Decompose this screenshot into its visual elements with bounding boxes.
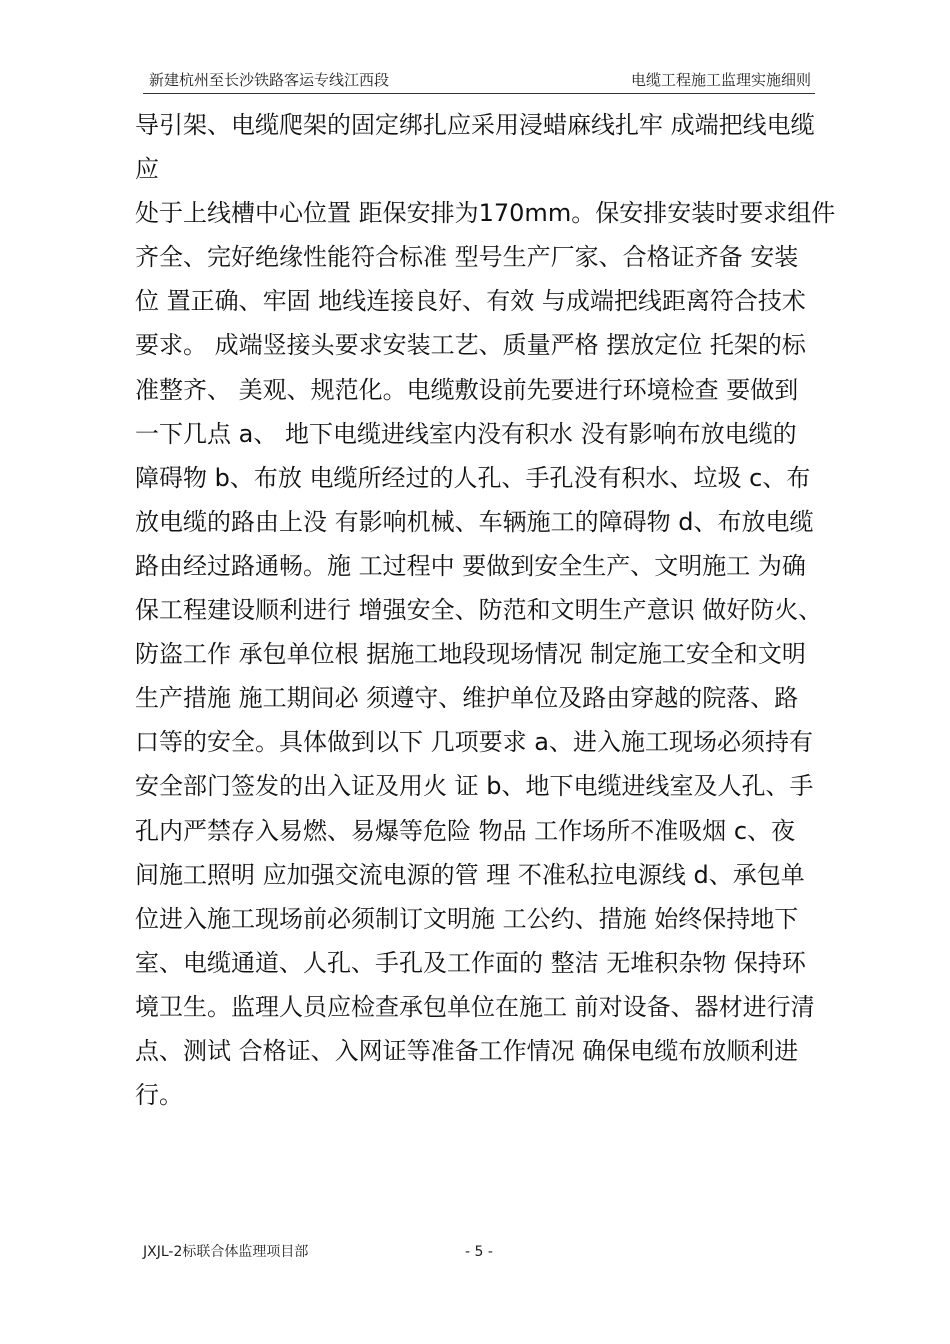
body-line: 口等的安全。具体做到以下 几项要求 a、进入施工现场必须持有 (135, 728, 813, 757)
body-line: 生产措施 施工期间必 须遵守、维护单位及路由穿越的院落、路 (135, 684, 799, 713)
body-line: 导引架、电缆爬架的固定绑扎应采用浸蜡麻线扎牢 成端把线电缆 (135, 111, 815, 139)
body-line: 室、电缆通道、人孔、手孔及工作面的 整洁 无堆积杂物 保持环 (135, 948, 806, 977)
body-line: 点、测试 合格证、入网证等准备工作情况 确保电缆布放顺利进 (135, 1036, 799, 1065)
body-line: 路由经过路通畅。施 工过程中 要做到安全生产、文明施工 为确 (135, 551, 806, 580)
body-line: 间施工照明 应加强交流电源的管 理 不准私拉电源线 d、承包单 (135, 860, 805, 889)
body-line: 障碍物 b、布放 电缆所经过的人孔、手孔没有积水、垃圾 c、布 (135, 463, 811, 492)
body-line: 准整齐、 美观、规范化。电缆敷设前先要进行环境检查 要做到 (135, 375, 799, 404)
page-header (143, 68, 815, 94)
body-line: 应 (135, 155, 159, 184)
body-line: 境卫生。监理人员应检查承包单位在施工 前对设备、器材进行清 (135, 992, 815, 1021)
page-number: - 5 - (465, 1244, 493, 1260)
footer-department: JXJL-2标联合体监理项目部 (143, 1244, 309, 1260)
header-divider (143, 93, 815, 94)
body-line: 齐全、完好绝缘性能符合标准 型号生产厂家、合格证齐备 安装 (135, 243, 799, 272)
body-line: 放电缆的路由上没 有影响机械、车辆施工的障碍物 d、布放电缆 (135, 507, 814, 536)
body-line: 孔内严禁存入易燃、易爆等危险 物品 工作场所不准吸烟 c、夜 (135, 816, 796, 845)
body-line: 防盗工作 承包单位根 据施工地段现场情况 制定施工安全和文明 (135, 640, 806, 669)
body-line: 位进入施工现场前必须制订文明施 工公约、措施 始终保持地下 (135, 904, 799, 933)
body-line: 一下几点 a、 地下电缆进线室内没有积水 没有影响布放电缆的 (135, 419, 797, 448)
body-line: 要求。 成端竖接头要求安装工艺、质量严格 摆放定位 托架的标 (135, 331, 806, 360)
body-line: 处于上线槽中心位置 距保安排为170mm。保安排安装时要求组件 (135, 199, 836, 228)
header-document-title: 电缆工程施工监理实施细则 (630, 71, 811, 89)
body-paragraph (135, 103, 835, 1117)
body-line: 保工程建设顺利进行 增强安全、防范和文明生产意识 做好防火、 (135, 596, 823, 625)
body-line: 行。 (135, 1081, 183, 1110)
body-line: 安全部门签发的出入证及用火 证 b、地下电缆进线室及人孔、手 (135, 772, 814, 801)
header-project-title: 新建杭州至长沙铁路客运专线江西段 (149, 71, 390, 89)
page-footer (143, 1242, 815, 1262)
body-line: 位 置正确、牢固 地线连接良好、有效 与成端把线距离符合技术 (135, 287, 806, 316)
